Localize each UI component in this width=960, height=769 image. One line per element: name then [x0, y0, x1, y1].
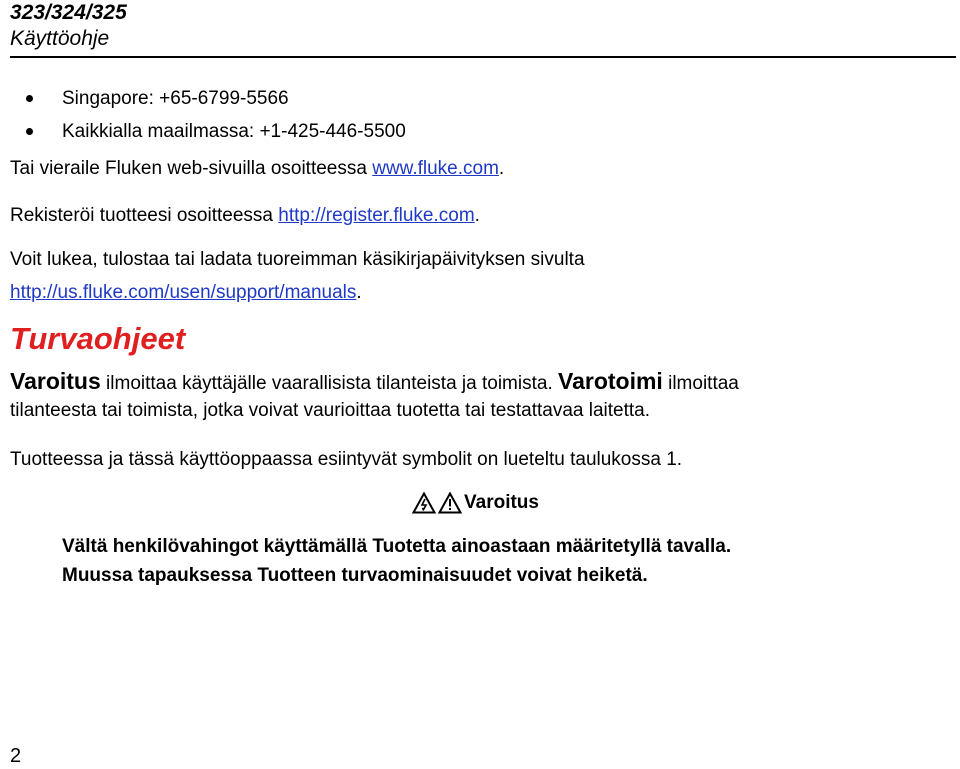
caution-term: Varotoimi — [558, 368, 663, 394]
bullet-icon — [26, 128, 33, 135]
web-suffix: . — [498, 158, 505, 179]
warning-body-line1: Vältä henkilövahingot käyttämällä Tuotetta ainoastaan määritetyllä tavalla. — [62, 536, 732, 557]
register-paragraph — [10, 205, 480, 227]
manuals-link[interactable]: http://us.fluke.com/usen/support/manuals — [10, 282, 357, 303]
shock-hazard-icon — [412, 492, 436, 514]
caution-definition: ilmoittaa — [662, 373, 739, 394]
warning-triangle-icon — [438, 492, 462, 514]
symbols-paragraph: Tuotteessa ja tässä käyttöoppaassa esiintyvät symbolit on lueteltu taulukossa 1. — [10, 449, 683, 470]
warning-body-line2: Muussa tapauksessa Tuotteen turvaominaisuudet voivat heiketä. — [62, 565, 648, 586]
page-number: 2 — [10, 745, 22, 767]
definition-paragraph — [10, 368, 739, 397]
page-header — [10, 0, 127, 52]
web-prefix: Tai vieraile Fluken web-sivuilla osoitteessa — [10, 158, 373, 179]
register-suffix: . — [474, 205, 480, 226]
warning-heading-label: Varoitus — [464, 492, 539, 513]
warning-heading — [412, 491, 539, 515]
register-link[interactable]: http://register.fluke.com — [278, 205, 475, 226]
model-number: 323/324/325 — [10, 1, 127, 24]
contact-text: Singapore: +65-6799-5566 — [62, 88, 289, 109]
document-subtitle: Käyttöohje — [10, 27, 110, 50]
register-prefix: Rekisteröi tuotteesi osoitteessa — [10, 205, 279, 226]
manuals-suffix: . — [356, 282, 362, 303]
web-paragraph — [10, 158, 504, 180]
contact-text: Kaikkialla maailmassa: +1-425-446-5500 — [62, 121, 406, 142]
manuals-paragraph: Voit lukea, tulostaa tai ladata tuoreimman käsikirjapäivityksen sivulta — [10, 249, 585, 270]
fluke-website-link[interactable]: www.fluke.com — [372, 158, 499, 179]
header-rule — [10, 56, 956, 58]
section-title-safety: Turvaohjeet — [10, 321, 186, 356]
manuals-link-line — [10, 282, 362, 304]
warning-term: Varoitus — [10, 368, 101, 394]
warning-definition: ilmoittaa käyttäjälle vaarallisista tilanteista ja toimista. — [100, 373, 559, 394]
bullet-icon — [26, 95, 33, 102]
caution-definition-line2: tilanteesta tai toimista, jotka voivat vaurioittaa tuotetta tai testattavaa laitetta. — [10, 400, 651, 421]
